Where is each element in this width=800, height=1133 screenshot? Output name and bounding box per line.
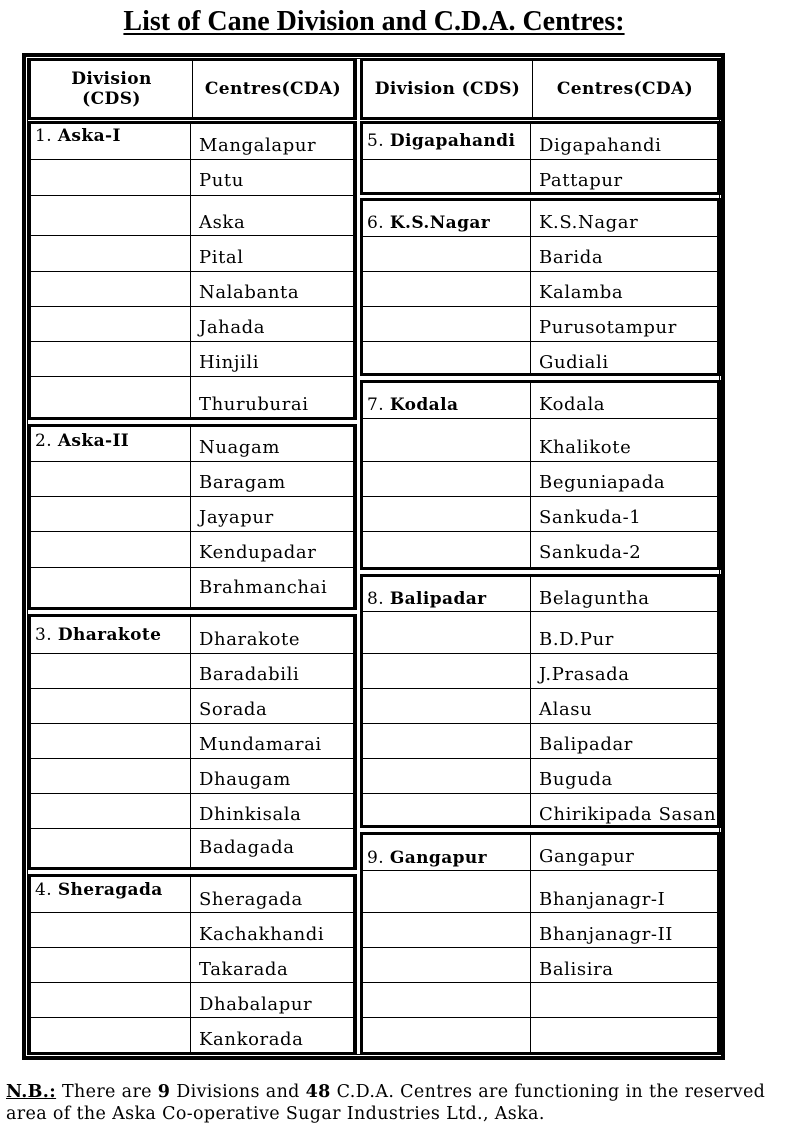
centre-cell: Beguniapada: [539, 472, 666, 493]
centre-cell: Sheragada: [199, 889, 303, 910]
row-divider: [31, 947, 353, 948]
centre-cell: Nuagam: [199, 437, 280, 458]
row-divider: [31, 912, 353, 913]
centre-cell: Jahada: [199, 317, 266, 338]
column-divider: [530, 383, 531, 567]
row-divider: [31, 653, 353, 654]
centre-cell: Putu: [199, 170, 244, 191]
row-divider: [31, 159, 353, 160]
row-divider: [363, 271, 717, 272]
note-centres-count: 48: [305, 1082, 331, 1102]
centre-cell: Kendupadar: [199, 542, 317, 563]
footnote: [6, 1081, 786, 1125]
division-number: 7.: [367, 395, 385, 415]
centre-cell: Baradabili: [199, 664, 300, 685]
centre-cell: Dhabalapur: [199, 994, 313, 1015]
row-divider: [363, 723, 717, 724]
row-divider: [31, 496, 353, 497]
centre-cell: Thuruburai: [199, 394, 309, 415]
column-divider: [190, 617, 191, 867]
note-text-2: Divisions and: [170, 1082, 306, 1102]
division-name: [367, 589, 487, 609]
division-name: [367, 848, 487, 868]
row-divider: [31, 567, 353, 568]
row-divider: [31, 982, 353, 983]
centre-cell: Gangapur: [539, 846, 635, 867]
column-divider: [530, 201, 531, 373]
centre-cell: Kachakhandi: [199, 924, 325, 945]
centre-cell: Dharakote: [199, 629, 301, 650]
division-name: [35, 880, 163, 900]
division-name: [367, 213, 490, 233]
centre-cell: Digapahandi: [539, 135, 662, 156]
division-name: [35, 431, 129, 451]
left-header-row: [28, 58, 357, 120]
centre-cell: Sankuda-1: [539, 507, 642, 528]
centre-cell: Nalabanta: [199, 282, 300, 303]
division-name: [367, 395, 458, 415]
row-divider: [31, 376, 353, 377]
note-text-3: C.D.A. Centres are functioning in the reserved area of the Aska Co-operative Sugar Industries Ltd., Aska.: [6, 1082, 766, 1124]
column-divider: [530, 124, 531, 192]
row-divider: [31, 341, 353, 342]
row-divider: [31, 1017, 353, 1018]
row-divider: [363, 912, 717, 913]
centre-cell: Hinjili: [199, 352, 260, 373]
column-divider: [530, 835, 531, 1052]
row-divider: [363, 306, 717, 307]
centre-cell: Bhanjanagr-I: [539, 889, 666, 910]
row-divider: [31, 195, 353, 196]
division-title: Gangapur: [389, 848, 488, 868]
row-divider: [31, 235, 353, 236]
left-header-division: Division (CDS): [31, 61, 193, 117]
centre-cell: Kankorada: [199, 1029, 304, 1050]
right-header-centres: Centres(CDA): [556, 79, 694, 99]
division-title: Kodala: [389, 395, 459, 415]
centre-cell: Pattapur: [539, 170, 623, 191]
centre-cell: Bhanjanagr-II: [539, 924, 674, 945]
row-divider: [31, 688, 353, 689]
centre-cell: Pital: [199, 247, 244, 268]
division-title: Aska-I: [57, 126, 121, 146]
centre-cell: Takarada: [199, 959, 289, 980]
centre-cell: Brahmanchai: [199, 577, 328, 598]
centre-cell: Barida: [539, 247, 604, 268]
centre-cell: Gudiali: [539, 352, 609, 373]
centre-cell: Baragam: [199, 472, 286, 493]
centre-cell: B.D.Pur: [539, 629, 614, 650]
row-divider: [31, 461, 353, 462]
centre-cell: Sorada: [199, 699, 268, 720]
row-divider: [31, 793, 353, 794]
centre-cell: Khalikote: [539, 437, 632, 458]
division-name: [367, 131, 515, 151]
right-header-row: [360, 58, 721, 120]
column-divider: [190, 877, 191, 1052]
row-divider: [363, 611, 717, 612]
row-divider: [363, 461, 717, 462]
centre-cell: Purusotampur: [539, 317, 677, 338]
division-name: [35, 126, 121, 146]
row-divider: [363, 793, 717, 794]
row-divider: [31, 306, 353, 307]
centre-cell: Dhaugam: [199, 769, 291, 790]
note-label: N.B.:: [6, 1082, 57, 1102]
centre-cell: J.Prasada: [539, 664, 630, 685]
row-divider: [31, 758, 353, 759]
centre-cell: K.S.Nagar: [539, 212, 639, 233]
column-divider: [530, 577, 531, 825]
division-title: Balipadar: [389, 589, 487, 609]
centre-cell: Kodala: [539, 394, 606, 415]
division-number: 2.: [35, 431, 53, 451]
row-divider: [363, 653, 717, 654]
division-number: 6.: [367, 213, 385, 233]
division-number: 3.: [35, 625, 53, 645]
left-header-centres: Centres(CDA): [204, 79, 342, 99]
row-divider: [363, 982, 717, 983]
row-divider: [363, 341, 717, 342]
division-number: 8.: [367, 589, 385, 609]
column-divider: [190, 427, 191, 607]
row-divider: [363, 688, 717, 689]
division-number: 1.: [35, 126, 53, 146]
centre-cell: Badagada: [199, 837, 295, 858]
division-group: [28, 121, 357, 420]
division-number: 9.: [367, 848, 385, 868]
centre-cell: Balisira: [539, 959, 614, 980]
division-title: Sheragada: [57, 880, 163, 900]
division-number: 5.: [367, 131, 385, 151]
centre-cell: Balipadar: [539, 734, 633, 755]
row-divider: [31, 531, 353, 532]
row-divider: [363, 236, 717, 237]
centre-cell: Aska: [199, 212, 246, 233]
row-divider: [31, 271, 353, 272]
division-title: K.S.Nagar: [389, 213, 491, 233]
centre-cell: Mangalapur: [199, 135, 317, 156]
row-divider: [363, 418, 717, 419]
note-divisions-count: 9: [157, 1082, 171, 1102]
division-name: [35, 625, 161, 645]
division-title: Digapahandi: [389, 131, 516, 151]
centre-cell: Sankuda-2: [539, 542, 642, 563]
row-divider: [363, 496, 717, 497]
row-divider: [31, 828, 353, 829]
division-number: 4.: [35, 880, 53, 900]
row-divider: [31, 723, 353, 724]
division-title: Aska-II: [57, 431, 130, 451]
row-divider: [363, 758, 717, 759]
row-divider: [363, 1017, 717, 1018]
note-text-1: There are: [56, 1082, 158, 1102]
centre-cell: Mundamarai: [199, 734, 322, 755]
page-title: List of Cane Division and C.D.A. Centres:: [123, 6, 625, 37]
centre-cell: Kalamba: [539, 282, 624, 303]
row-divider: [363, 159, 717, 160]
centre-cell: Alasu: [539, 699, 593, 720]
centre-cell: Buguda: [539, 769, 613, 790]
right-header-division: Division (CDS): [363, 61, 533, 117]
division-title: Dharakote: [57, 625, 162, 645]
row-divider: [363, 947, 717, 948]
centre-cell: Belaguntha: [539, 588, 650, 609]
row-divider: [363, 870, 717, 871]
centre-cell: Jayapur: [199, 507, 274, 528]
row-divider: [363, 531, 717, 532]
division-group: [28, 874, 357, 1055]
centre-cell: Dhinkisala: [199, 804, 302, 825]
centre-cell: Chirikipada Sasan: [539, 804, 717, 825]
